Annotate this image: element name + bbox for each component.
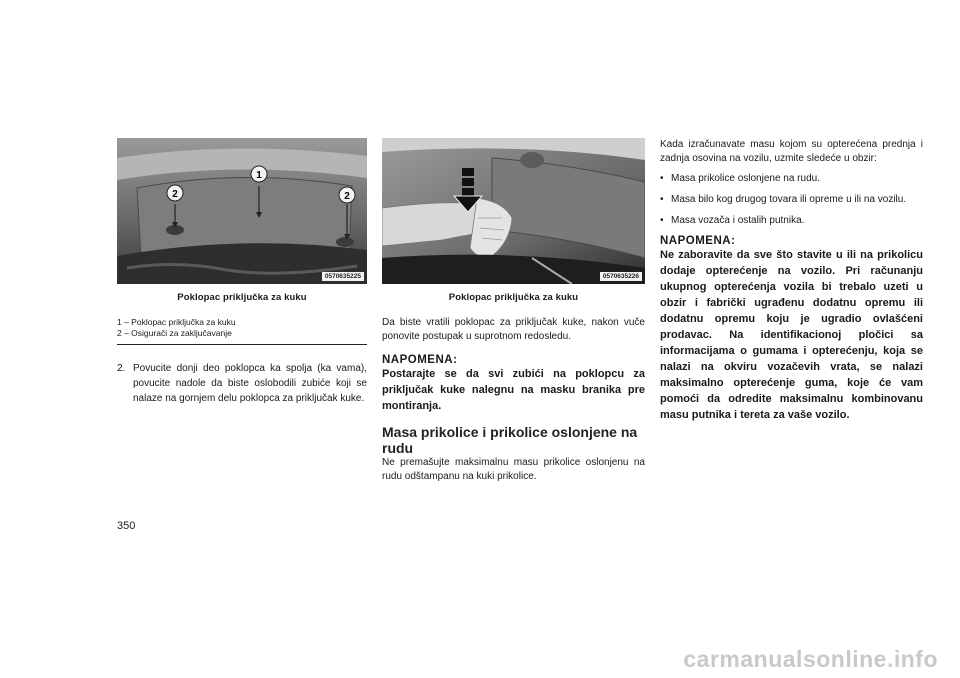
section-text: Ne premašujte maksimalnu masu prikolice oslonjenu na rudu odštampanu na kuki prikolice.	[382, 457, 645, 482]
hitch-cover-photo-2	[382, 138, 645, 284]
intro-text: Kada izračunavate masu kojom su opterećena prednja i zadnja osovina na vozilu, uzmite sledeće u obzir:	[660, 139, 923, 164]
page-number: 350	[117, 520, 136, 532]
step-number: 2.	[117, 363, 126, 374]
left-column	[117, 138, 367, 406]
callout-2-left	[167, 185, 183, 201]
figure-caption: Poklopac priključka za kuku	[177, 292, 307, 303]
middle-column	[382, 138, 645, 484]
legend-item: 1 – Poklopac priključka za kuku	[117, 317, 236, 327]
right-column	[660, 138, 923, 423]
instruction-step	[117, 361, 367, 406]
list-item: • Masa prikolice oslonjene na rudu.	[660, 172, 923, 186]
watermark: carmanualsonline.info	[683, 646, 938, 672]
callout-2-right	[339, 187, 355, 203]
figure-caption: Poklopac priključka za kuku	[448, 292, 579, 303]
list-item: • Masa bilo kog drugog tovara ili opreme u ili na vozilu.	[660, 193, 923, 207]
hitch-cover-photo-1	[117, 138, 367, 284]
note-text: Ne zaboravite da sve što stavite u ili na prikolicu dodaje opterećenje na vozilo. Pri računanju ukupnog opterećenja vozila bi trebalo uzeti u obzir i fabrički ugrađenu dodatnu opremu ili dodatnu opremu koju je ugradio ovlašćeni prodavac. Na identifikacionoj pločici sa informacijama o gumama i opterećenju, koja se nalazi na okviru vozačevih vrata, se nalazi maksimalno opterećenje guma, koje će vam pomoći da odredite maksimalnu kombinovanu masu putnika i tereta za vaše vozilo.	[660, 249, 923, 421]
reinstall-text: Da biste vratili poklopac za priključak kuke, nakon vuče ponovite postupak u suprotnom redosledu.	[382, 317, 645, 342]
step-text: Povucite donji deo poklopca ka spolja (ka vama), povucite nadole da biste oslobodili zubiće koji se nalaze na gornjem delu poklopca za priključak kuke.	[133, 363, 367, 404]
callout-1	[251, 166, 267, 182]
image-code: 0570635225	[322, 272, 364, 281]
divider	[117, 344, 367, 345]
list-item: • Masa vozača i ostalih putnika.	[660, 214, 923, 228]
note-title: NAPOMENA:	[660, 235, 736, 247]
hitch-cover-illustration-1	[117, 138, 367, 284]
bullet-list	[660, 172, 923, 228]
image-code: 0570635226	[600, 272, 642, 281]
figure-legend	[117, 317, 367, 339]
svg-text:2: 2	[344, 191, 350, 202]
section-heading: Masa prikolice i prikolice oslonjene na rudu	[382, 424, 638, 456]
note-text: Postarajte se da svi zubići na poklopcu za priključak kuke nalegnu na masku branika pre montiranja.	[382, 368, 645, 412]
legend-item: 2 – Osigurači za zaključavanje	[117, 328, 232, 338]
svg-text:1: 1	[256, 170, 262, 181]
svg-text:2: 2	[172, 189, 178, 200]
note-title: NAPOMENA:	[382, 354, 458, 366]
hitch-cover-illustration-2	[382, 138, 645, 284]
